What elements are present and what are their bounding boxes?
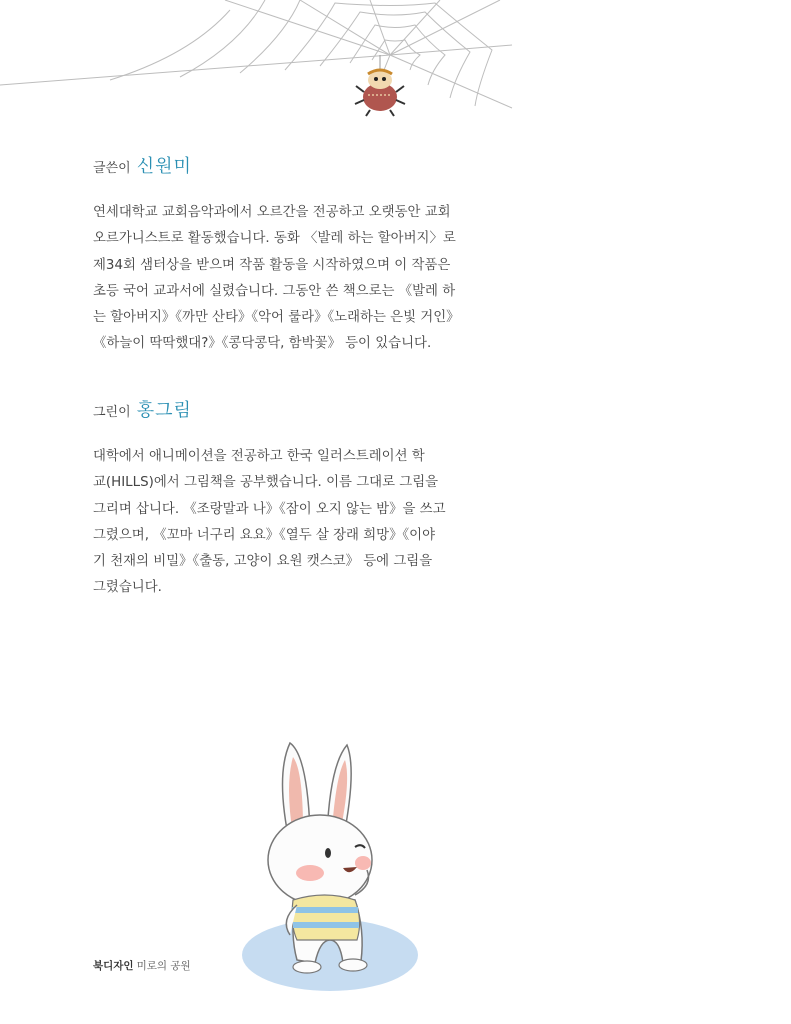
illustrator-name: 홍그림	[136, 400, 192, 421]
illustrator-bio-line: 교(HILLS)에서 그림책을 공부했습니다. 이름 그대로 그림을	[93, 475, 439, 491]
illustrator-heading	[93, 396, 443, 422]
illustrator-bio-line: 대학에서 애니메이션을 전공하고 한국 일러스트레이션 학	[93, 449, 425, 464]
illustrator-bio-line: 그리며 삽니다. 《조랑말과 나》《잠이 오지 않는 밤》을 쓰고	[93, 501, 446, 517]
author-role-label: 글쓴이	[93, 161, 131, 176]
bunny-illustration	[235, 735, 425, 995]
author-bio-line: 초등 국어 교과서에 실렸습니다. 그동안 쓴 책으로는 《발레 하	[93, 283, 456, 299]
book-design-credit	[93, 958, 191, 973]
credit-value: 미로의 공원	[136, 960, 191, 972]
author-bio-line: 는 할아버지》《까만 산타》《악어 룰라》《노래하는 은빛 거인》	[93, 310, 460, 326]
illustrator-bio-line: 그렸으며, 《꼬마 너구리 요요》《열두 살 장래 희망》《이야	[93, 527, 436, 543]
spider-icon	[355, 70, 405, 116]
illustrator-bio	[93, 444, 446, 602]
illustrator-bio-line: 기 천재의 비밀》《출동, 고양이 요원 캣스코》 등에 그림을	[93, 554, 433, 570]
illustrator-bio-line: 그렸습니다.	[93, 580, 162, 596]
author-bio-line: 제34회 샘터상을 받으며 작품 활동을 시작하였으며 이 작품은	[93, 257, 451, 273]
author-name: 신원미	[136, 156, 192, 177]
credit-label: 북디자인	[93, 960, 134, 972]
spider-web-illustration	[0, 0, 791, 130]
author-section	[93, 152, 460, 358]
author-bio-line: 연세대학교 교회음악과에서 오르간을 전공하고 오랫동안 교회	[93, 205, 451, 220]
author-bio	[93, 200, 460, 358]
author-bio-line: 오르가니스트로 활동했습니다. 동화 〈발레 하는 할아버지〉로	[93, 231, 456, 247]
author-bio-line: 《하늘이 딱딱했대?》《콩닥콩닥, 함박꽃》 등이 있습니다.	[93, 336, 432, 352]
author-heading	[93, 152, 443, 178]
illustrator-role-label: 그린이	[93, 405, 131, 420]
illustrator-section	[93, 396, 446, 602]
